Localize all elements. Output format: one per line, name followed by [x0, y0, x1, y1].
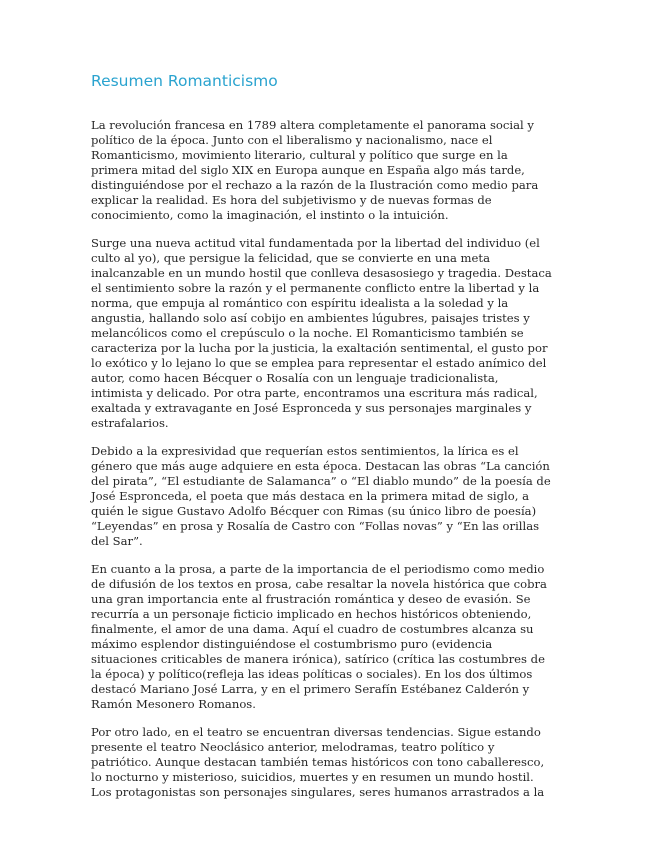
paragraph-lirica: Debido a la expresividad que requerían estos sentimientos, la lírica es el género que más auge adquiere en esta época. Destacan las obras “La canción del pirata”, “El estudiante de Salamanca” o “El diablo mundo” de la poesía de José Espronceda, el poeta que más destaca en la primera mitad de siglo, a quién le sigue Gustavo Adolfo Bécquer con Rimas (su único libro de poesía) “Leyendas” en prosa y Rosalía de Castro con “Follas novas” y “En las orillas del Sar”. — [91, 444, 551, 548]
paragraph-teatro: Por otro lado, en el teatro se encuentran diversas tendencias. Sigue estando presente el teatro Neoclásico anterior, melodramas, teatro político y patriótico. Aunque destacan también temas históricos con tono caballeresco, lo nocturno y misterioso, suicidios, muertes y en resumen un mundo hostil. Los protagonistas son personajes singulares, seres humanos arrastrados a la — [91, 725, 545, 799]
document-body — [91, 118, 553, 813]
paragraph-actitud-vital: Surge una nueva actitud vital fundamentada por la libertad del individuo (el culto al yo), que persigue la felicidad, que se convierte en una meta inalcanzable en un mundo hostil que conlleva desasosiego y tragedia. Destaca el sentimiento sobre la razón y el permanente conflicto entre la libertad y la norma, que empuja al romántico con espíritu idealista a la soledad y la angustia, hallando solo así cobijo en ambientes lúgubres, paisajes tristes y melancólicos como el crepúsculo o la noche. El Romanticismo también se caracteriza por la lucha por la justicia, la exaltación sentimental, el gusto por lo exótico y lo lejano lo que se emplea para representar el estado anímico del autor, como hacen Bécquer o Rosalía con un lenguaje tradicionalista, intimista y delicado. Por otra parte, encontramos una escritura más radical, exaltada y extravagante en José Espronceda y sus personajes marginales y estrafalarios. — [91, 236, 552, 430]
document-title: Resumen Romanticismo — [91, 72, 278, 90]
paragraph-revolucion: La revolución francesa en 1789 altera completamente el panorama social y político de la época. Junto con el liberalismo y nacionalismo, nace el Romanticismo, movimiento literario, cultural y político que surge en la primera mitad del siglo XIX en Europa aunque en España algo más tarde, distinguiéndose por el rechazo a la razón de la Ilustración como medio para explicar la realidad. Es hora del subjetivismo y de nuevas formas de conocimiento, como la imaginación, el instinto o la intuición. — [91, 118, 539, 222]
paragraph-prosa: En cuanto a la prosa, a parte de la importancia de el periodismo como medio de difusión de los textos en prosa, cabe resaltar la novela histórica que cobra una gran importancia ente al frustración romántica y deseo de evasión. Se recurría a un personaje ficticio implicado en hechos históricos obteniendo, finalmente, el amor de una dama. Aquí el cuadro de costumbres alcanza su máximo esplendor distinguiéndose el costumbrismo puro (evidencia situaciones criticables de manera irónica), satírico (crítica las costumbres de la época) y político(refleja las ideas políticas o sociales). En los dos últimos destacó Mariano José Larra, y en el primero Serafín Estébanez Calderón y Ramón Mesonero Romanos. — [91, 562, 547, 711]
